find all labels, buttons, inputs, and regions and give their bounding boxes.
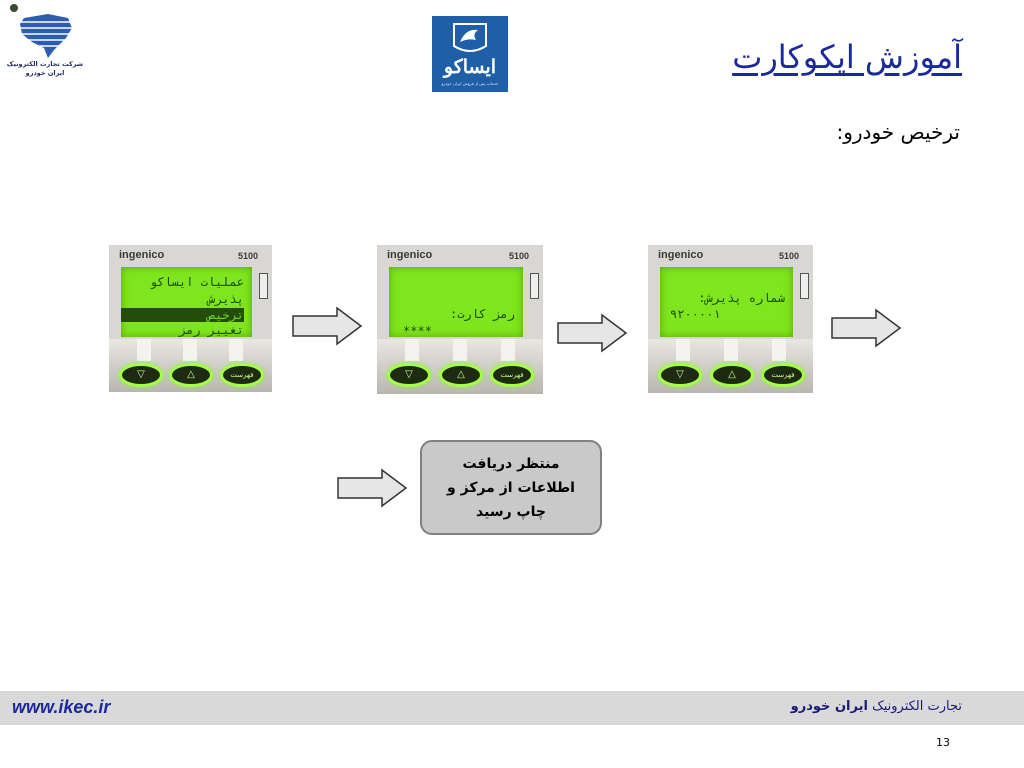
- ingenico-logo: ingenico: [658, 249, 704, 261]
- ikec-caption-line2: ایران خودرو: [25, 69, 65, 77]
- up-arrow-button[interactable]: △: [439, 363, 483, 387]
- slide-title: آموزش ایکوکارت: [732, 38, 962, 76]
- callout-line: اطلاعات از مرکز و: [447, 480, 575, 496]
- footer-company-name: [791, 699, 962, 714]
- ingenico-logo: ingenico: [387, 249, 433, 261]
- footer-website-link[interactable]: www.ikec.ir: [12, 697, 111, 717]
- ikec-caption-line1: شرکت تجارت الکترونیک: [6, 60, 84, 68]
- terminal-model: 5100: [237, 251, 258, 261]
- right-arrow-icon: [336, 468, 408, 508]
- screen-line: شماره پذیرش:: [698, 291, 785, 305]
- isaco-tagline: خدمات پس از فروش ایران خودرو: [441, 81, 499, 86]
- down-arrow-button[interactable]: ▽: [658, 363, 702, 387]
- terminal-model: 5100: [778, 251, 799, 261]
- isaco-logo: [432, 16, 508, 92]
- screen-line: ۹۲۰۰۰۰۱: [670, 307, 721, 321]
- card-slot-indicator: [800, 273, 809, 299]
- footer-company-bold: ایران خودرو: [790, 699, 868, 714]
- terminal-model: 5100: [508, 251, 529, 261]
- card-slot-indicator: [530, 273, 539, 299]
- pos-terminal-3: [648, 245, 813, 393]
- menu-button[interactable]: فهرست: [220, 363, 264, 387]
- footer-company-prefix: تجارت الکترونیک: [867, 699, 962, 714]
- slide-subtitle: ترخیص خودرو:: [836, 120, 960, 144]
- page-number: 13: [936, 736, 950, 749]
- screen-line: عملیات ایساکو: [150, 275, 244, 289]
- terminal-screen: [121, 267, 252, 337]
- terminal-header: [377, 245, 543, 267]
- callout-line: منتظر دریافت: [462, 456, 560, 472]
- pos-terminal-1: [109, 245, 272, 392]
- card-slot-indicator: [259, 273, 268, 299]
- right-arrow-icon: [556, 313, 628, 353]
- screen-line-selected[interactable]: ترخیص: [121, 308, 244, 322]
- right-arrow-icon: [830, 308, 902, 348]
- footer-bar: [0, 691, 1024, 725]
- pos-terminal-2: [377, 245, 543, 394]
- ikec-logo-caption: [4, 60, 86, 78]
- callout-line: چاپ رسید: [476, 504, 546, 520]
- terminal-header: [109, 245, 272, 267]
- down-arrow-button[interactable]: ▽: [387, 363, 431, 387]
- ingenico-logo: ingenico: [119, 249, 165, 261]
- menu-button[interactable]: فهرست: [761, 363, 805, 387]
- right-arrow-icon: [291, 306, 363, 346]
- screen-line: پذیرش: [207, 292, 244, 306]
- up-arrow-button[interactable]: △: [710, 363, 754, 387]
- screen-line: تغییر رمز: [178, 323, 244, 337]
- pin-mask: ****: [403, 324, 432, 338]
- down-arrow-button[interactable]: ▽: [119, 363, 163, 387]
- terminal-header: [648, 245, 813, 267]
- menu-button[interactable]: فهرست: [490, 363, 534, 387]
- up-arrow-button[interactable]: △: [169, 363, 213, 387]
- isaco-brand-text: ایساکو: [443, 56, 497, 78]
- terminal-screen: [389, 267, 523, 337]
- status-callout: [420, 440, 602, 535]
- terminal-screen: [660, 267, 793, 337]
- screen-line: رمز کارت:: [449, 307, 515, 321]
